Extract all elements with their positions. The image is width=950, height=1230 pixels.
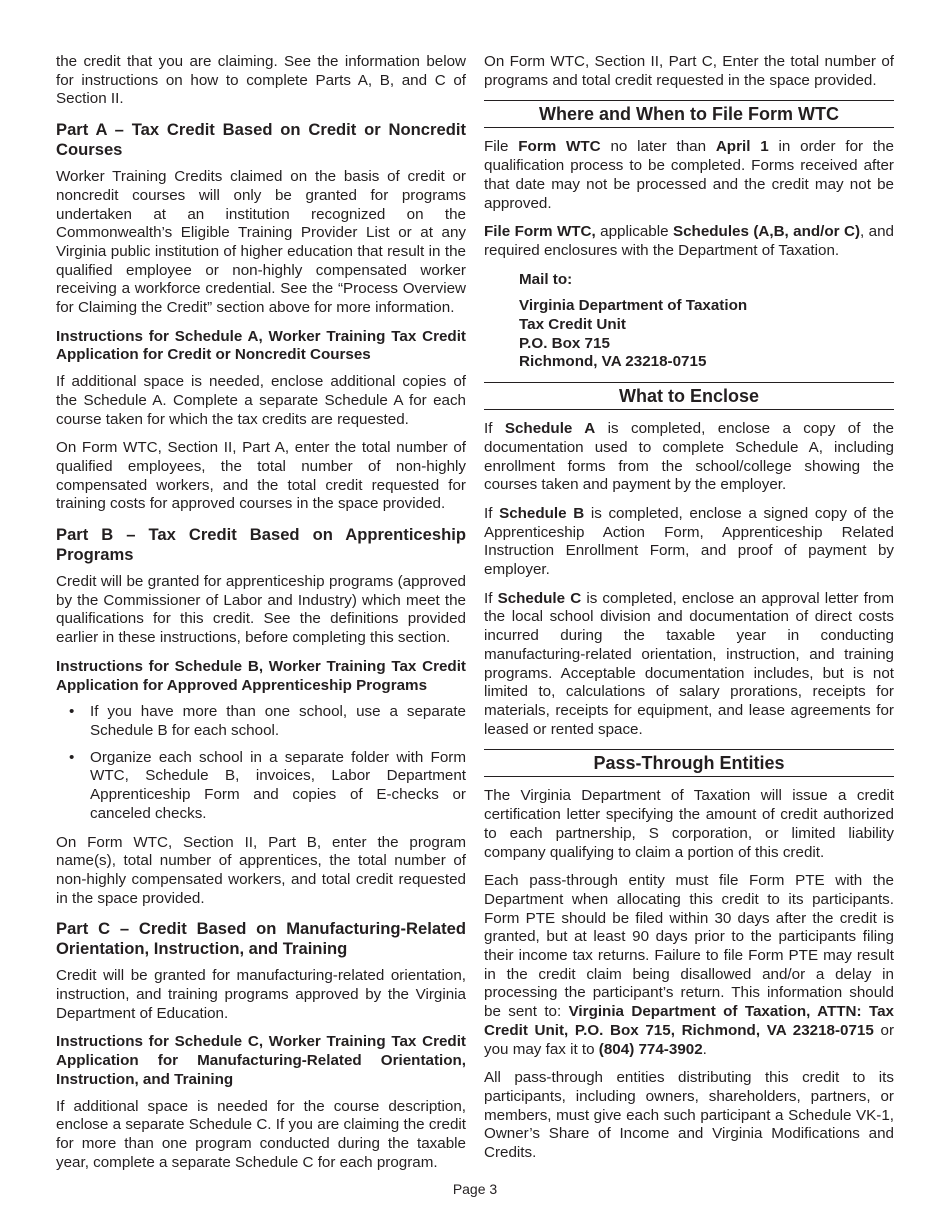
- part-c-paragraph-1: Credit will be granted for manufacturing-related orientation, instruction, and training programs approved by the Virginia Department of Education.: [56, 967, 466, 1022]
- part-c-section: [56, 919, 466, 1172]
- enclose-schedule-c-paragraph: If Schedule C is completed, enclose an approval letter from the local school division and documentation of direct costs incurred during the taxable year in conducting manufacturing-related orientation, instruction, and training programs. Acceptable documentation includes, but is not limited to, calculations of salary prorations, receipts for materials, receipts for equipment, and lease agreements for leased or rented space.: [484, 589, 894, 738]
- part-b-paragraph-2: On Form WTC, Section II, Part B, enter the program name(s), total number of apprentices, the total number of non-highly compensated workers, and total credit requested in the space provided.: [56, 833, 466, 907]
- pass-through-paragraph-3: All pass-through entities distributing this credit to its participants, including owners, shareholders, partners, or members, must give each such participant a Schedule VK-1, Owner’s Share of Income and Virginia Modifications and Credits.: [484, 1069, 894, 1162]
- enclose-schedule-b-paragraph: If Schedule B is completed, enclose a signed copy of the Apprenticeship Action Form, Apprenticeship Related Instruction Enrollment Form, and proof of payment by employer.: [484, 504, 894, 579]
- where-when-paragraph-1: File Form WTC no later than April 1 in order for the qualification process to be completed. Forms received after that date may not be processed and the credit may not be approved.: [484, 138, 894, 212]
- schedule-c-instructions-heading: Instructions for Schedule C, Worker Training Tax Credit Application for Manufacturing-Related Orientation, Instruction, and Training: [56, 1033, 466, 1088]
- pass-through-heading: Pass-Through Entities: [484, 749, 894, 777]
- address-line: Virginia Department of Taxation: [519, 297, 748, 315]
- part-c-paragraph-2: If additional space is needed for the course description, enclose a separate Schedule C. If you are claiming the credit for more than one program conducted during the taxable year, complete a separate Schedule C for each program.: [56, 1097, 466, 1171]
- part-b-section: [56, 525, 466, 908]
- part-a-heading: Part A – Tax Credit Based on Credit or Noncredit Courses: [56, 120, 466, 160]
- enclose-schedule-a-paragraph: If Schedule A is completed, enclose a copy of the documentation used to complete Schedule A, including enrollment forms from the school/college showing the courses taken and payment by the employer.: [484, 420, 894, 494]
- right-column: [484, 53, 894, 1173]
- intro-paragraph: the credit that you are claiming. See the information below for instructions on how to complete Parts A, B, and C of Section II.: [56, 53, 466, 108]
- mail-to-label: Mail to:: [519, 270, 573, 288]
- part-b-heading: Part B – Tax Credit Based on Apprenticeship Programs: [56, 525, 466, 565]
- schedule-a-instructions-heading: Instructions for Schedule A, Worker Training Tax Credit Application for Credit or Noncredit Courses: [56, 327, 466, 364]
- where-when-heading: Where and When to File Form WTC: [484, 100, 894, 128]
- where-when-section: [484, 100, 894, 372]
- part-a-paragraph-1: Worker Training Credits claimed on the basis of credit or noncredit courses will only be granted for programs undertaken at an institution recognized on the Commonwealth’s Eligible Training Provider List or at any Virginia public institution of higher education that result in the qualified employee or non-highly compensated worker receiving a workforce credential. See the “Process Overview for Claiming the Credit” section above for more information.: [56, 168, 466, 317]
- part-c-heading: Part C – Credit Based on Manufacturing-Related Orientation, Instruction, and Training: [56, 919, 466, 959]
- part-a-section: [56, 120, 466, 514]
- bullet-icon: •: [69, 748, 75, 766]
- schedule-b-instructions-heading: Instructions for Schedule B, Worker Training Tax Credit Application for Approved Apprenticeship Programs: [56, 657, 466, 694]
- mailing-address-block: [484, 271, 894, 373]
- schedule-b-bullet-list: [56, 703, 466, 823]
- list-item-text: If you have more than one school, use a separate Schedule B for each school.: [90, 703, 466, 739]
- address-line: Richmond, VA 23218-0715: [519, 353, 707, 371]
- list-item: [56, 749, 466, 824]
- pass-through-paragraph-1: The Virginia Department of Taxation will issue a credit certification letter specifying the amount of credit authorized to each partnership, S corporation, or limited liability company qualifying to claim a portion of this credit.: [484, 787, 894, 861]
- part-a-paragraph-3: On Form WTC, Section II, Part A, enter the total number of qualified employees, the total number of non-highly compensated workers, and the total credit requested for training costs for approved courses in the space provided.: [56, 439, 466, 513]
- address-line: Tax Credit Unit: [519, 316, 626, 334]
- part-a-paragraph-2: If additional space is needed, enclose additional copies of the Schedule A. Complete a separate Schedule A for each course taken for which the tax credits are requested.: [56, 373, 466, 428]
- what-to-enclose-heading: What to Enclose: [484, 382, 894, 410]
- bullet-icon: •: [69, 703, 75, 721]
- what-to-enclose-section: [484, 382, 894, 739]
- pass-through-paragraph-2: Each pass-through entity must file Form PTE with the Department when allocating this credit to its participants. Form PTE should be filed within 30 days after the credit is granted, but at least 90 days prior to the participants filing their income tax returns. Failure to file Form PTE may result in the credit claim being disallowed and/or a delay in processing the participant’s return. This information should be sent to: Virginia Department of Taxation, ATTN: Tax Credit Unit, P.O. Box 715, Richmond, VA 23218-0715 or you may fax it to (804) 774-3902.: [484, 872, 895, 1058]
- left-column: [56, 53, 466, 1182]
- where-when-paragraph-2: File Form WTC, applicable Schedules (A,B, and/or C), and required enclosures with the Department of Taxation.: [484, 223, 894, 259]
- pass-through-section: [484, 749, 894, 1162]
- page-number: Page 3: [452, 1181, 498, 1197]
- part-c-continued-paragraph: On Form WTC, Section II, Part C, Enter the total number of programs and total credit requested in the space provided.: [484, 53, 894, 89]
- list-item-text: Organize each school in a separate folder with Form WTC, Schedule B, invoices, Labor Department Apprenticeship Form and copies of E-checks or canceled checks.: [90, 748, 466, 822]
- list-item: [56, 703, 466, 740]
- address-line: P.O. Box 715: [519, 334, 610, 352]
- part-b-paragraph-1: Credit will be granted for apprenticeship programs (approved by the Commissioner of Labor and Industry) which meet the qualifications for this credit. See the definitions provided earlier in these instructions, before completing this section.: [56, 573, 466, 647]
